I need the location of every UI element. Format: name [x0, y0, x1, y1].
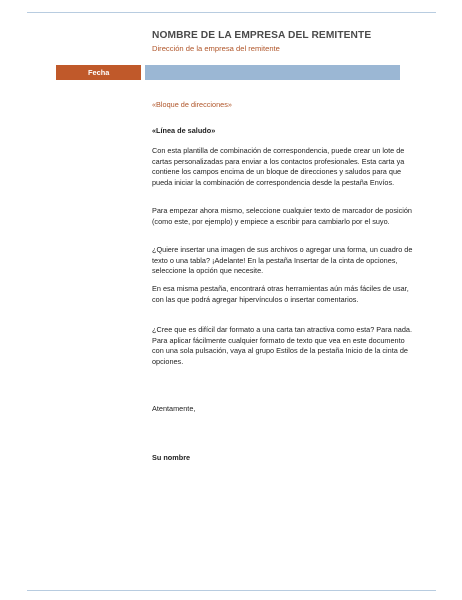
body-paragraph-text[interactable]: Con esta plantilla de combinación de correspondencia, puede crear un lote de cartas personalizadas para enviar a los contactos profesionales. Esta carta ya contiene los campos encima de un bloque de direcciones y saludos para que pueda iniciar la combinación de correspondencia desde la pestaña Envíos.	[152, 146, 405, 187]
salutation-field[interactable]: «Línea de saludo»	[152, 126, 216, 135]
company-name[interactable]: NOMBRE DE LA EMPRESA DEL REMITENTE	[152, 30, 372, 41]
top-divider	[27, 12, 436, 13]
signer-name[interactable]: Su nombre	[152, 453, 191, 462]
bottom-divider	[27, 590, 436, 591]
body-paragraph-text[interactable]: En esa misma pestaña, encontrará otras herramientas aún más fáciles de usar, con las que podrá agregar hipervínculos o insertar comentarios.	[152, 284, 409, 304]
body-paragraph[interactable]	[152, 245, 417, 277]
header-accent-band	[145, 65, 400, 80]
address-block-field[interactable]: «Bloque de direcciones»	[152, 100, 232, 109]
date-field[interactable]: Fecha	[88, 68, 110, 77]
company-address[interactable]: Dirección de la empresa del remitente	[152, 44, 280, 53]
body-paragraph-text[interactable]: ¿Cree que es difícil dar formato a una carta tan atractiva como esta? Para nada. Para aplicar fácilmente cualquier formato de texto que vea en este documento con una sola pulsación, vaya al grupo Estilos de la pestaña Inicio de la cinta de opciones.	[152, 325, 412, 366]
body-paragraph[interactable]	[152, 206, 417, 227]
closing-line[interactable]: Atentamente,	[152, 404, 196, 413]
body-paragraph[interactable]	[152, 146, 417, 188]
body-paragraph[interactable]	[152, 284, 417, 305]
body-paragraph-text[interactable]: Para empezar ahora mismo, seleccione cualquier texto de marcador de posición (como este, por ejemplo) y empiece a escribir para cambiarlo por el suyo.	[152, 206, 412, 226]
body-paragraph-text[interactable]: ¿Quiere insertar una imagen de sus archivos o agregar una forma, un cuadro de texto o una tabla? ¡Adelante! En la pestaña Insertar de la cinta de opciones, seleccione la opción que necesite.	[152, 245, 413, 276]
body-paragraph[interactable]	[152, 325, 417, 367]
